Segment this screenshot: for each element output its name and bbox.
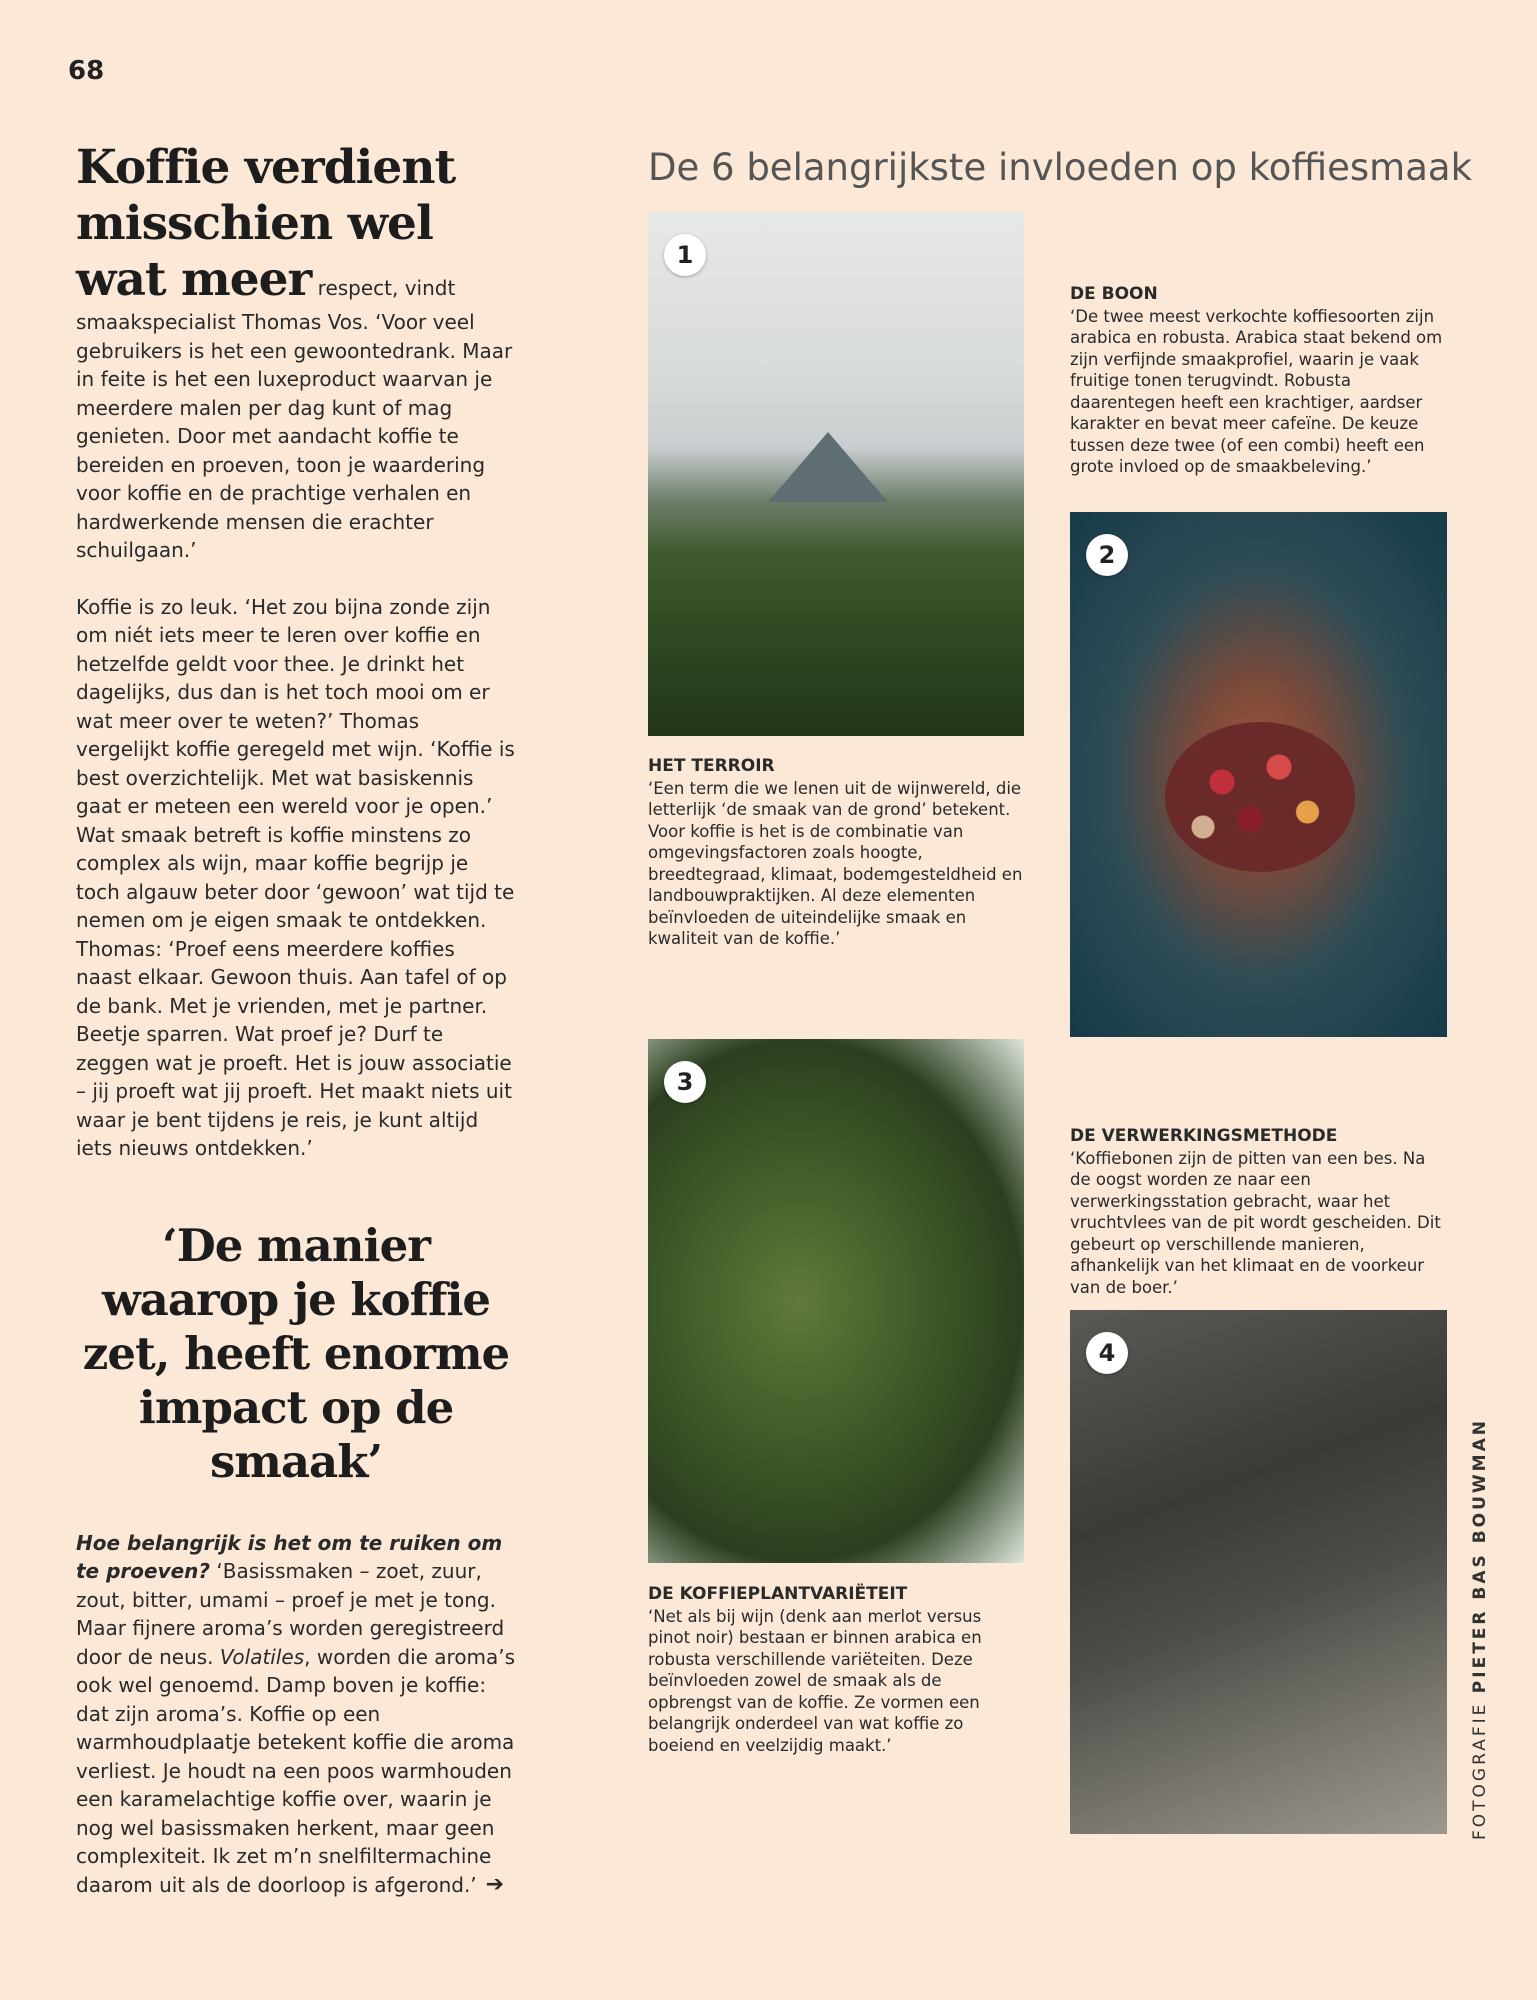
caption-boon	[1070, 284, 1450, 478]
caption-text-processing: ‘Koffiebonen zijn de pitten van een bes. Na de oogst worden ze naar een verwerkingsstation gebracht, waar het vruchtvlees van de pit wordt gescheiden. Dit gebeurt op verschillende manieren, afhankelijk van het klimaat en de voorkeur van de boer.’	[1070, 1148, 1441, 1297]
answer-text-1: ‘Basissmaken – zoet, zuur, zout, bitter, umami – proef je met je tong. Maar fijnere aroma’s worden geregistreerd door de neus.	[76, 1559, 505, 1669]
number-badge-4: 4	[1086, 1332, 1128, 1374]
pull-quote: ‘De manier waarop je koffie zet, heeft enorme impact op de smaak’	[82, 1218, 510, 1488]
caption-title-variety: DE KOFFIEPLANTVARIËTEIT	[648, 1584, 908, 1604]
qa-paragraph	[76, 1529, 516, 1900]
intro-text: respect, vindt smaakspecialist Thomas Vos. ‘Voor veel gebruikers is het een gewoontedrank. Maar in feite is het een luxeproduct waarvan je meerdere malen per dag kunt of mag genieten. Door met aandacht koffie te bereiden en proeven, toon je waardering voor koffie en de prachtige verhalen en hardwerkende mensen die erachter schuilgaan.’	[76, 276, 513, 562]
terroir-photo	[648, 212, 1024, 736]
coffee-cherries-photo	[1070, 512, 1447, 1037]
arrow-right-icon: ➔	[485, 1871, 504, 1897]
headline	[76, 140, 516, 252]
headline-line-3: wat meer	[76, 252, 312, 307]
headline-line-1: Koffie verdient	[76, 140, 456, 195]
mountain-shape	[768, 432, 888, 502]
section-title: De 6 belangrijkste invloeden op koffiesmaak	[648, 146, 1472, 189]
article-column	[76, 140, 516, 1927]
page-number: 68	[68, 56, 105, 86]
paragraph-2: Koffie is zo leuk. ‘Het zou bijna zonde zijn om niét iets meer te leren over koffie en hetzelfde geldt voor thee. Je drinkt het dagelijks, dus dan is het toch mooi om er wat meer over te weten?’ Thomas vergelijkt koffie geregeld met wijn. ‘Koffie is best overzichtelijk. Met wat basiskennis gaat er meteen een wereld voor je open.’ Wat smaak betreft is koffie minstens zo complex als wijn, maar koffie begrijp je toch algauw beter door ‘gewoon’ wat tijd te nemen om je eigen smaak te ontdekken. Thomas: ‘Proef eens meerdere koffies naast elkaar. Gewoon thuis. Aan tafel of op de bank. Met je vrienden, met je partner. Beetje sparren. Wat proef je? Durf te zeggen wat je proeft. Het is jouw associatie – jij proeft wat jij proeft. Het maakt niets uit waar je bent tijdens je reis, je kunt altijd iets nieuws ontdekken.’	[76, 594, 515, 1160]
question-text: Hoe belangrijk is het om te ruiken om te proeven?	[76, 1530, 503, 1583]
coffee-cherries-shape	[1165, 722, 1355, 872]
headline-line-2: misschien wel	[76, 196, 433, 251]
credit-prefix: FOTOGRAFIE	[1470, 1701, 1490, 1840]
answer-text-2: , worden die aroma’s ook wel genoemd. Damp boven je koffie: dat zijn aroma’s. Koffie op een warmhoudplaatje betekent koffie die aroma verliest. Je houdt na een poos warmhouden een karamelachtige koffie over, waarin je nog wel basissmaken herkent, maar geen complexiteit. Ik zet m’n snelfiltermachine daarom uit als de doorloop is afgerond.’	[76, 1644, 516, 1897]
photo-credit	[1470, 1418, 1490, 1840]
number-badge-2: 2	[1086, 534, 1128, 576]
caption-text-variety: ‘Net als bij wijn (denk aan merlot versus pinot noir) bestaan er binnen arabica en robusta verschillende variëteiten. Deze beïnvloeden zowel de smaak als de opbrengst van de koffie. Ze vormen een belangrijk onderdeel van wat koffie zo boeiend en veelzijdig maakt.’	[648, 1606, 982, 1755]
answer-italic: Volatiles	[219, 1644, 305, 1669]
credit-name: PIETER BAS BOUWMAN	[1470, 1418, 1490, 1694]
processing-photo	[1070, 1310, 1447, 1834]
caption-terroir	[648, 756, 1028, 950]
number-badge-1: 1	[664, 234, 706, 276]
caption-title-boon: DE BOON	[1070, 284, 1158, 304]
caption-processing	[1070, 1126, 1450, 1298]
caption-title-processing: DE VERWERKINGSMETHODE	[1070, 1126, 1338, 1146]
intro-paragraph	[76, 252, 516, 565]
caption-text-boon: ‘De twee meest verkochte koffiesoorten zijn arabica en robusta. Arabica staat bekend om zijn verfijnde smaakprofiel, waarin je vaak fruitige tonen terugvindt. Robusta daarentegen heeft een krachtiger, aardser karakter en bevat meer cafeïne. De keuze tussen deze twee (of een combi) heeft een grote invloed op de smaakbeleving.’	[1070, 306, 1443, 476]
number-badge-3: 3	[664, 1061, 706, 1103]
coffee-plant-photo	[648, 1039, 1024, 1563]
caption-variety	[648, 1584, 1028, 1756]
caption-text-terroir: ‘Een term die we lenen uit de wijnwereld, die letterlijk ‘de smaak van de grond’ betekent. Voor koffie is het is de combinatie van omgevingsfactoren zoals hoogte, breedtegraad, klimaat, bodemgesteldheid en landbouwpraktijken. Al deze elementen beïnvloeden de uiteindelijke smaak en kwaliteit van de koffie.’	[648, 778, 1023, 948]
caption-title-terroir: HET TERROIR	[648, 756, 775, 776]
